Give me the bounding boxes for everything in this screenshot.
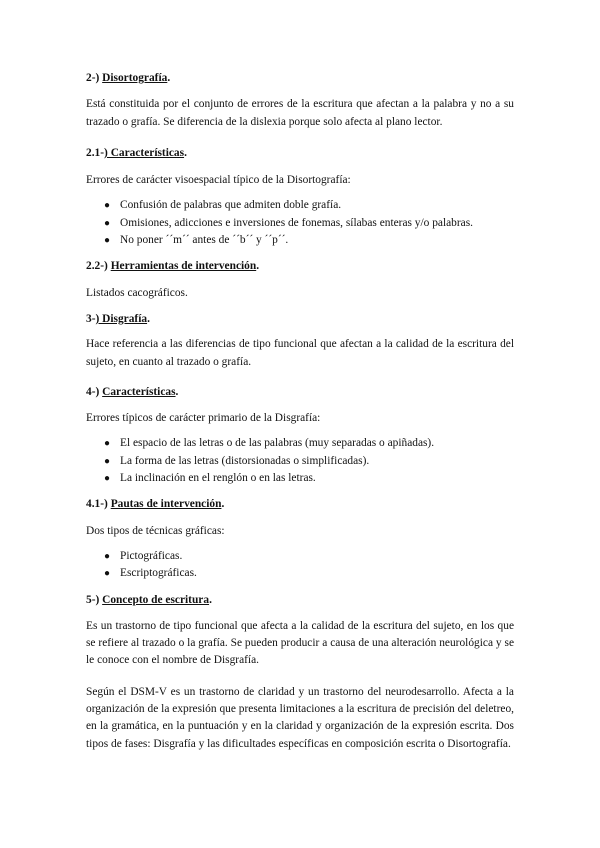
paragraph-dsm-v: Según el DSM-V es un trastorno de claridad y un trastorno del neurodesarrollo. Afecta a la organización de la expresión que presenta limitaciones a la escritura de precisión del deletreo, en la gramática, en la puntuación y en la claridad y organización de la expresión escrita. Dos tipos de fases: Disgrafía y las dificultades específicas en composición escrita o Disortografía. (86, 685, 514, 750)
paragraph-listados: Listados cacográficos. (86, 286, 188, 299)
heading-tail: . (147, 312, 150, 325)
heading-caracteristicas-disgrafia (86, 384, 514, 401)
bullet-icon: ● (104, 568, 111, 580)
heading-tail: . (256, 260, 260, 273)
bullet-icon: ● (104, 438, 111, 450)
bullet-icon: ● (104, 200, 111, 212)
heading-disgrafia (86, 311, 514, 328)
heading-title: ) Disgrafía (95, 312, 148, 325)
list-item: ● Pictográficas. (86, 548, 514, 565)
list-item: ● No poner ´´m´´ antes de ´´b´´ y ´´p´´. (86, 232, 514, 249)
heading-title: Disortografía (102, 72, 168, 84)
list-item: ● La forma de las letras (distorsionadas o simplificadas). (86, 453, 514, 470)
heading-tail: . (175, 385, 179, 398)
heading-title: Características (102, 385, 176, 398)
heading-number: 5-) (86, 593, 103, 606)
list-errores-disortografia (86, 197, 514, 249)
bullet-icon: ● (104, 217, 111, 229)
paragraph-errores-visoespacial: Errores de carácter visoespacial típico de la Disortografía: (86, 174, 351, 187)
list-item: ● Escriptográficas. (86, 565, 514, 582)
list-tecnicas (86, 548, 514, 583)
heading-number: 2-) (86, 72, 103, 84)
paragraph-concepto: Es un trastorno de tipo funcional que afecta a la calidad de la escritura del sujeto, en los que se refiere al trazado o la grafía. Se pueden producir a causa de una alteración neurológica y se le conoce con el nombre de Disgrafía. (86, 619, 514, 667)
paragraph-disgrafia: Hace referencia a las diferencias de tipo funcional que afectan a la calidad de la escritura del sujeto, en cuanto al trazado o grafía. (86, 338, 514, 368)
heading-tail: . (221, 498, 225, 511)
list-item: ● El espacio de las letras o de las palabras (muy separadas o apiñadas). (86, 435, 514, 452)
heading-caracteristicas-disortografia (86, 145, 514, 162)
bullet-icon: ● (104, 455, 111, 467)
heading-number: 2.2-) (86, 260, 111, 273)
list-item: ● Omisiones, adicciones e inversiones de fonemas, sílabas enteras y/o palabras. (86, 215, 514, 232)
heading-concepto (86, 592, 514, 609)
heading-tail: . (209, 593, 212, 606)
heading-title: ) Características (104, 146, 185, 159)
list-item: ● La inclinación en el renglón o en las letras. (86, 470, 514, 487)
heading-number: 2.1- (86, 146, 105, 159)
heading-disortografia (86, 70, 514, 87)
bullet-icon: ● (104, 550, 111, 562)
heading-herramientas (86, 258, 514, 275)
heading-tail: . (167, 72, 171, 84)
heading-tail: . (184, 146, 187, 159)
paragraph-disortografia: Está constituida por el conjunto de errores de la escritura que afectan a la palabra y no a su trazado o grafía. Se diferencia de la dislexia porque solo afecta al plano lector. (86, 98, 514, 128)
paragraph-errores-primario: Errores típicos de carácter primario de la Disgrafía: (86, 412, 321, 425)
list-errores-disgrafia (86, 435, 514, 487)
heading-title: Herramientas de intervención (110, 260, 257, 273)
heading-title: Concepto de escritura (102, 593, 210, 606)
heading-title: Pautas de intervención (110, 498, 222, 511)
bullet-icon: ● (104, 235, 111, 247)
paragraph-tecnicas: Dos tipos de técnicas gráficas: (86, 524, 225, 537)
heading-pautas (86, 496, 514, 513)
heading-number: 4.1-) (86, 498, 111, 511)
heading-number: 3- (86, 312, 96, 325)
heading-number: 4-) (86, 385, 103, 398)
list-item: ● Confusión de palabras que admiten doble grafía. (86, 197, 514, 214)
bullet-icon: ● (104, 473, 111, 485)
